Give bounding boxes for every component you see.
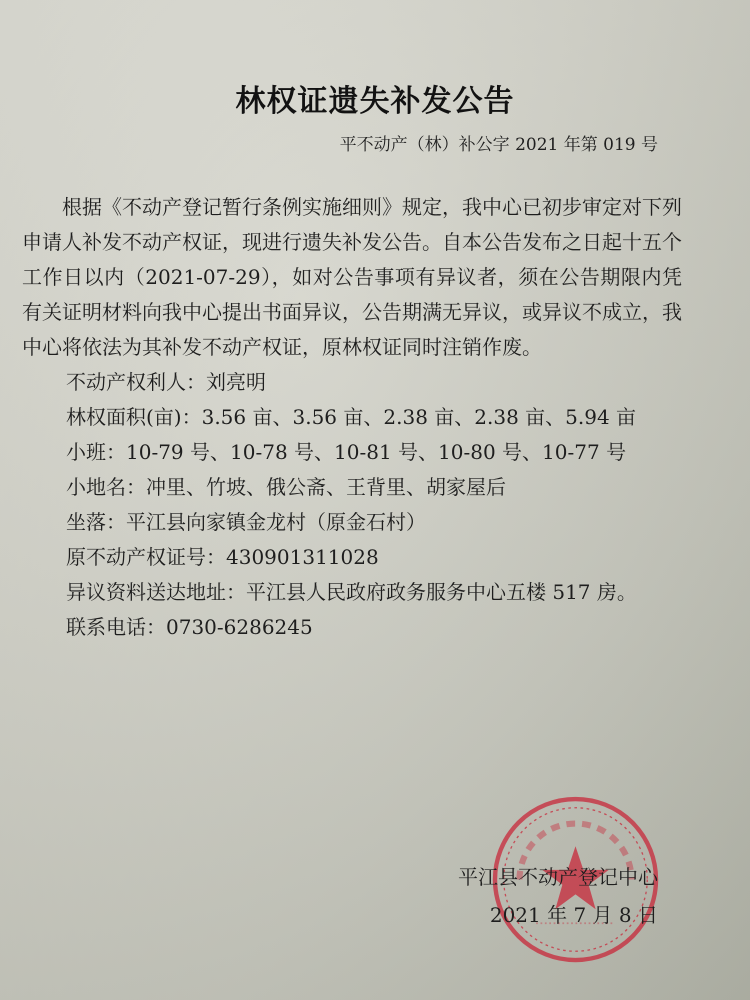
signature-block	[458, 858, 658, 934]
area-line: 林权面积(亩)：3.56 亩、3.56 亩、2.38 亩、2.38 亩、5.94 亩	[66, 405, 637, 429]
place-names-line: 小地名：冲里、竹坡、俄公斋、王背里、胡家屋后	[66, 475, 506, 499]
signature-org: 平江县不动产登记中心	[458, 865, 658, 889]
original-cert-line: 原不动产权证号：430901311028	[66, 545, 379, 569]
document-number: 平不动产（林）补公字 2021 年第 019 号	[339, 135, 658, 155]
notice-title: 林权证遗失补发公告	[235, 84, 515, 119]
owner-line: 不动产权利人：刘亮明	[66, 370, 266, 394]
notice-body	[22, 190, 682, 645]
phone-line: 联系电话：0730-6286245	[66, 615, 313, 639]
signature-date: 2021 年 7 月 8 日	[489, 903, 658, 927]
objection-address-line: 异议资料送达地址：平江县人民政府政务服务中心五楼 517 房。	[66, 580, 637, 604]
parcel-line: 小班：10-79 号、10-78 号、10-81 号、10-80 号、10-77 号	[66, 440, 627, 464]
body-paragraph: 根据《不动产登记暂行条例实施细则》规定，我中心已初步审定对下列申请人补发不动产权证，现进行遗失补发公告。自本公告发布之日起十五个工作日以内（2021-07-29），如对公告事项有异议者，须在公告期限内凭有关证明材料向我中心提出书面异议，公告期满无异议，或异议不成立，我中心将依法为其补发不动产权证，原林权证同时注销作废。	[22, 195, 682, 359]
location-line: 坐落：平江县向家镇金龙村（原金石村）	[66, 510, 426, 534]
